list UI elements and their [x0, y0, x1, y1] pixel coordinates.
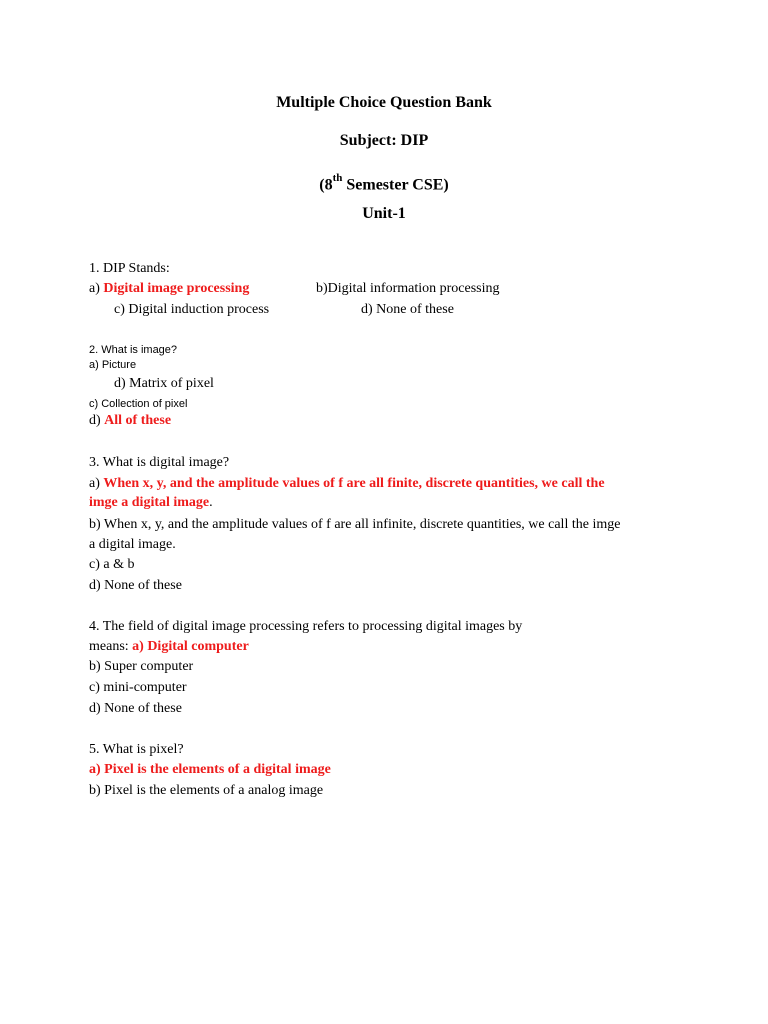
q3-question: 3. What is digital image? — [89, 455, 230, 470]
q1-option-b: b)Digital information processing — [316, 281, 500, 296]
q3-answer-period: . — [209, 495, 213, 510]
q1-option-a — [89, 280, 249, 298]
q2-option-a: a) Picture — [89, 359, 137, 371]
q2-option-d — [89, 412, 171, 430]
q3-option-a-line2 — [89, 494, 213, 512]
semester-superscript: th — [332, 172, 343, 184]
q4-question-line2 — [89, 638, 249, 656]
semester-open: (8 — [319, 176, 333, 194]
q4-option-c: c) mini-computer — [89, 680, 187, 695]
q3-option-b-line2: a digital image. — [89, 537, 176, 552]
q3-option-c: c) a & b — [89, 557, 135, 572]
q4-question-prefix: means: — [89, 639, 133, 654]
q1-answer: Digital image processing — [103, 281, 250, 296]
q1-option-c: c) Digital induction process — [114, 302, 270, 317]
q3-option-a-prefix: a) — [89, 476, 104, 491]
unit-heading: Unit-1 — [362, 205, 406, 222]
document-title: Multiple Choice Question Bank — [276, 94, 492, 111]
q3-option-d: d) None of these — [89, 578, 182, 593]
q4-question-line1: 4. The field of digital image processing refers to processing digital images by — [89, 619, 523, 634]
q3-option-b-line1: b) When x, y, and the amplitude values of f are all infinite, discrete quantities, we call the imge — [89, 517, 621, 532]
q2-option-c: c) Collection of pixel — [89, 398, 188, 410]
q4-option-d: d) None of these — [89, 701, 182, 716]
subject-heading: Subject: DIP — [339, 132, 429, 149]
q4-answer: a) Digital computer — [132, 639, 249, 654]
semester-rest: Semester CSE) — [342, 176, 449, 194]
q5-question: 5. What is pixel? — [89, 742, 184, 757]
q2-option-d-matrix: d) Matrix of pixel — [114, 376, 214, 391]
q3-answer-line2: imge a digital image — [89, 495, 210, 510]
q5-answer: a) Pixel is the elements of a digital image — [89, 762, 331, 777]
q1-question: 1. DIP Stands: — [89, 261, 170, 276]
q1-option-a-prefix: a) — [89, 281, 104, 296]
q2-question: 2. What is image? — [89, 344, 178, 356]
q2-option-d-prefix: d) — [89, 413, 105, 428]
semester-heading — [0, 170, 768, 195]
q3-option-a-line1 — [89, 475, 605, 493]
q4-option-b: b) Super computer — [89, 659, 194, 674]
q5-option-b: b) Pixel is the elements of a analog image — [89, 783, 324, 798]
q1-option-d: d) None of these — [361, 302, 454, 317]
q3-answer-line1: When x, y, and the amplitude values of f are all finite, discrete quantities, we call the — [103, 476, 605, 491]
q2-answer: All of these — [104, 413, 172, 428]
